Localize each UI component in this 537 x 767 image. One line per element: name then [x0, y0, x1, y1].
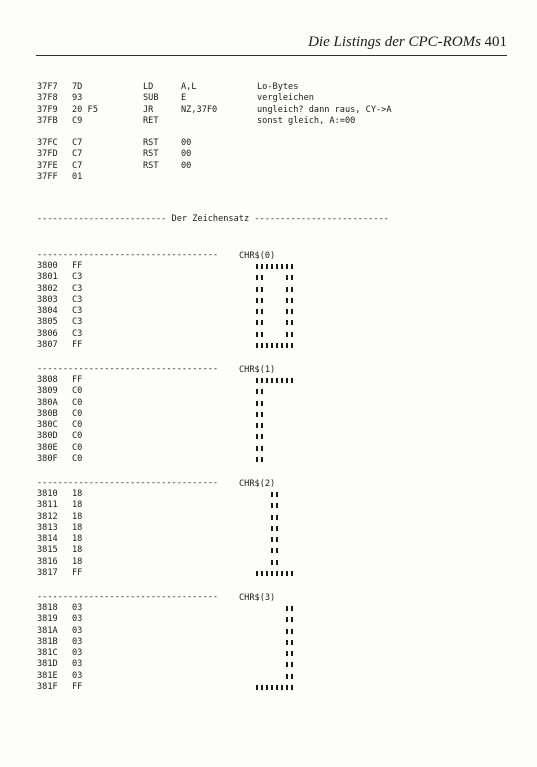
glyph-row	[256, 649, 304, 657]
address: 3818	[37, 603, 58, 613]
block-separator: -----------------------------------	[37, 478, 219, 488]
glyph-row	[256, 672, 304, 680]
char-title: CHR$(2)	[239, 479, 276, 489]
glyph-pixel	[271, 571, 273, 576]
glyph-pixel	[286, 320, 288, 325]
byte-value: 03	[72, 625, 83, 636]
glyph-pixel	[261, 571, 263, 576]
address: 3804	[37, 306, 58, 316]
mnemonic: RST	[143, 149, 159, 160]
glyph-pixel	[256, 309, 258, 314]
glyph-row	[256, 615, 304, 623]
opcode-bytes: 7D	[72, 82, 83, 92]
glyph-pixel	[271, 343, 273, 348]
glyph-row	[256, 513, 304, 521]
glyph-row	[256, 444, 304, 452]
header-rule	[36, 55, 507, 56]
glyph-pixel	[266, 571, 268, 576]
glyph-pixel	[276, 548, 278, 553]
glyph-pixel	[291, 298, 293, 303]
byte-value: 03	[72, 614, 83, 625]
byte-value: C0	[72, 453, 83, 464]
address: 3809	[37, 386, 58, 397]
glyph-pixel	[276, 503, 278, 508]
glyph-pixel	[291, 674, 293, 679]
glyph-row	[256, 387, 304, 395]
mnemonic: RST	[143, 138, 159, 148]
glyph-pixel	[271, 537, 273, 542]
address: 3816	[37, 556, 58, 567]
address: 380F	[37, 453, 58, 464]
glyph-pixel	[291, 685, 293, 690]
glyph-pixel	[286, 617, 288, 622]
address: 380A	[37, 397, 58, 408]
glyph-pixel	[276, 515, 278, 520]
operand: 00	[181, 138, 192, 148]
glyph-row	[256, 410, 304, 418]
opcode-bytes: C7	[72, 138, 83, 148]
glyph-pixel	[271, 515, 273, 520]
byte-value: 18	[72, 511, 83, 522]
mnemonic: LD	[143, 82, 154, 92]
code-row	[0, 105, 537, 116]
address: 3810	[37, 489, 58, 499]
page-header	[0, 0, 537, 60]
byte-value: C0	[72, 431, 83, 442]
glyph-pixel	[261, 320, 263, 325]
glyph-pixel	[271, 378, 273, 383]
address: 381B	[37, 636, 58, 647]
glyph-pixel	[286, 629, 288, 634]
address: 37FD	[37, 149, 58, 160]
glyph-pixel	[281, 685, 283, 690]
glyph-pixel	[286, 571, 288, 576]
address: 381E	[37, 670, 58, 681]
glyph-pixel	[291, 287, 293, 292]
glyph-pixel	[271, 492, 273, 497]
glyph-pixel	[291, 629, 293, 634]
byte-value: C0	[72, 397, 83, 408]
glyph-pixel	[286, 651, 288, 656]
comment: ungleich? dann raus, CY->A	[257, 104, 392, 115]
glyph-pixel	[261, 389, 263, 394]
glyph-pixel	[256, 378, 258, 383]
glyph-row	[256, 262, 304, 270]
glyph-pixel	[256, 571, 258, 576]
code-row	[0, 172, 537, 183]
char-title: CHR$(1)	[239, 365, 276, 375]
address: 3813	[37, 522, 58, 533]
glyph-pixel	[286, 685, 288, 690]
address: 3812	[37, 511, 58, 522]
glyph-pixel	[291, 662, 293, 667]
glyph-row	[256, 660, 304, 668]
address: 380D	[37, 431, 58, 442]
byte-value: 03	[72, 648, 83, 658]
glyph-pixel	[291, 275, 293, 280]
glyph-pixel	[286, 343, 288, 348]
char-title: CHR$(3)	[239, 593, 276, 603]
glyph-row	[256, 376, 304, 384]
glyph-row	[256, 296, 304, 304]
glyph-pixel	[256, 287, 258, 292]
address: 381C	[37, 648, 58, 658]
byte-value: C3	[72, 283, 83, 294]
glyph-row	[256, 432, 304, 440]
byte-value: 03	[72, 603, 83, 613]
glyph-row	[256, 455, 304, 463]
byte-value: C0	[72, 442, 83, 453]
glyph-pixel	[266, 378, 268, 383]
byte-value: 18	[72, 534, 83, 544]
address: 37F9	[37, 104, 58, 115]
glyph-pixel	[281, 264, 283, 269]
address: 3806	[37, 328, 58, 339]
glyph-pixel	[291, 651, 293, 656]
glyph-pixel	[291, 309, 293, 314]
glyph-pixel	[281, 571, 283, 576]
glyph-pixel	[256, 389, 258, 394]
address: 3800	[37, 261, 58, 271]
glyph-pixel	[276, 264, 278, 269]
code-row	[0, 82, 537, 93]
byte-value: C0	[72, 408, 83, 419]
address: 3814	[37, 534, 58, 544]
glyph-pixel	[261, 287, 263, 292]
byte-value: 03	[72, 636, 83, 647]
glyph-row	[256, 341, 304, 349]
glyph-pixel	[286, 298, 288, 303]
address: 37FE	[37, 160, 58, 171]
byte-value: 18	[72, 489, 83, 499]
glyph-pixel	[291, 378, 293, 383]
mnemonic: SUB	[143, 93, 159, 104]
glyph-row	[256, 318, 304, 326]
glyph-pixel	[286, 287, 288, 292]
glyph-pixel	[276, 492, 278, 497]
glyph-pixel	[286, 674, 288, 679]
glyph-row	[256, 307, 304, 315]
section-divider: ------------------------- Der Zeichensatz --------------------------	[37, 214, 389, 224]
glyph-row	[256, 683, 304, 691]
comment: vergleichen	[257, 93, 314, 104]
opcode-bytes: C7	[72, 149, 83, 160]
glyph-pixel	[261, 343, 263, 348]
glyph-pixel	[271, 685, 273, 690]
glyph-pixel	[281, 378, 283, 383]
glyph-row	[256, 490, 304, 498]
glyph-pixel	[256, 298, 258, 303]
byte-value: C3	[72, 272, 83, 283]
glyph-pixel	[261, 685, 263, 690]
byte-value: C0	[72, 386, 83, 397]
address: 3817	[37, 567, 58, 578]
glyph-pixel	[261, 423, 263, 428]
code-row	[0, 93, 537, 104]
glyph-pixel	[291, 617, 293, 622]
glyph-row	[256, 399, 304, 407]
glyph-pixel	[261, 412, 263, 417]
byte-value: FF	[72, 261, 83, 271]
byte-value: C3	[72, 317, 83, 328]
char-title: CHR$(0)	[239, 251, 276, 261]
glyph-pixel	[261, 275, 263, 280]
opcode-bytes: 01	[72, 171, 83, 182]
byte-value: C3	[72, 294, 83, 305]
operand: A,L	[181, 82, 197, 92]
glyph-pixel	[276, 560, 278, 565]
opcode-bytes: C9	[72, 115, 83, 126]
address: 381F	[37, 681, 58, 692]
block-separator: -----------------------------------	[37, 592, 219, 602]
address: 380E	[37, 442, 58, 453]
glyph-row	[256, 546, 304, 554]
glyph-pixel	[256, 332, 258, 337]
glyph-pixel	[256, 412, 258, 417]
byte-value: 18	[72, 545, 83, 556]
byte-value: 03	[72, 659, 83, 670]
address: 3807	[37, 339, 58, 350]
glyph-pixel	[286, 332, 288, 337]
address: 37FB	[37, 115, 58, 126]
mnemonic: JR	[143, 104, 154, 115]
byte-value: C0	[72, 420, 83, 430]
address: 3805	[37, 317, 58, 328]
block-separator: -----------------------------------	[37, 250, 219, 260]
address: 380C	[37, 420, 58, 430]
glyph-row	[256, 604, 304, 612]
glyph-pixel	[286, 264, 288, 269]
glyph-pixel	[286, 606, 288, 611]
glyph-pixel	[276, 685, 278, 690]
glyph-pixel	[276, 343, 278, 348]
glyph-pixel	[256, 343, 258, 348]
address: 37F7	[37, 82, 58, 92]
glyph-pixel	[261, 434, 263, 439]
address: 37FC	[37, 138, 58, 148]
address: 3802	[37, 283, 58, 294]
glyph-pixel	[256, 423, 258, 428]
operand: 00	[181, 149, 192, 160]
glyph-pixel	[256, 434, 258, 439]
address: 381D	[37, 659, 58, 670]
operand: NZ,37F0	[181, 104, 218, 115]
code-row	[0, 116, 537, 127]
glyph-pixel	[281, 343, 283, 348]
glyph-pixel	[256, 685, 258, 690]
glyph-pixel	[256, 446, 258, 451]
glyph-pixel	[291, 332, 293, 337]
glyph-pixel	[256, 275, 258, 280]
address: 3808	[37, 375, 58, 385]
glyph-pixel	[256, 401, 258, 406]
address: 381A	[37, 625, 58, 636]
byte-value: C3	[72, 306, 83, 316]
glyph-row	[256, 285, 304, 293]
glyph-pixel	[256, 320, 258, 325]
mnemonic: RET	[143, 115, 159, 126]
glyph-pixel	[261, 298, 263, 303]
operand: E	[181, 93, 187, 104]
glyph-pixel	[261, 446, 263, 451]
glyph-pixel	[261, 457, 263, 462]
glyph-row	[256, 535, 304, 543]
glyph-pixel	[271, 526, 273, 531]
glyph-pixel	[286, 640, 288, 645]
glyph-pixel	[291, 264, 293, 269]
glyph-pixel	[286, 309, 288, 314]
glyph-pixel	[271, 264, 273, 269]
address: 3811	[37, 500, 58, 511]
glyph-pixel	[256, 264, 258, 269]
code-row	[0, 161, 537, 172]
glyph-pixel	[291, 320, 293, 325]
glyph-pixel	[291, 640, 293, 645]
comment: sonst gleich, A:=00	[257, 115, 356, 126]
glyph-pixel	[291, 343, 293, 348]
glyph-pixel	[276, 537, 278, 542]
byte-value: FF	[72, 375, 83, 385]
opcode-bytes: C7	[72, 160, 83, 171]
byte-value: FF	[72, 567, 83, 578]
address: 3815	[37, 545, 58, 556]
glyph-row	[256, 627, 304, 635]
glyph-row	[256, 569, 304, 577]
glyph-row	[256, 330, 304, 338]
opcode-bytes: 20 F5	[72, 104, 98, 115]
glyph-pixel	[286, 275, 288, 280]
glyph-pixel	[256, 457, 258, 462]
operand: 00	[181, 160, 192, 171]
mnemonic: RST	[143, 160, 159, 171]
glyph-pixel	[266, 264, 268, 269]
byte-value: 18	[72, 556, 83, 567]
glyph-pixel	[276, 378, 278, 383]
glyph-pixel	[271, 503, 273, 508]
address: 37F8	[37, 93, 58, 104]
byte-value: 18	[72, 500, 83, 511]
comment: Lo-Bytes	[257, 82, 299, 92]
glyph-row	[256, 421, 304, 429]
page-number: 401	[484, 34, 507, 50]
glyph-pixel	[291, 606, 293, 611]
address: 380B	[37, 408, 58, 419]
glyph-pixel	[276, 526, 278, 531]
glyph-row	[256, 558, 304, 566]
glyph-pixel	[276, 571, 278, 576]
glyph-pixel	[286, 378, 288, 383]
glyph-pixel	[266, 343, 268, 348]
code-row	[0, 138, 537, 149]
code-row	[0, 149, 537, 160]
byte-value: C3	[72, 328, 83, 339]
glyph-pixel	[266, 685, 268, 690]
glyph-pixel	[261, 332, 263, 337]
glyph-row	[256, 501, 304, 509]
opcode-bytes: 93	[72, 93, 83, 104]
byte-value: 18	[72, 522, 83, 533]
glyph-pixel	[271, 560, 273, 565]
glyph-pixel	[291, 571, 293, 576]
block-separator: -----------------------------------	[37, 364, 219, 374]
glyph-row	[256, 638, 304, 646]
glyph-pixel	[261, 309, 263, 314]
glyph-row	[256, 524, 304, 532]
glyph-pixel	[271, 548, 273, 553]
glyph-pixel	[261, 378, 263, 383]
address: 37FF	[37, 171, 58, 182]
address: 3801	[37, 272, 58, 283]
byte-value: 03	[72, 670, 83, 681]
glyph-row	[256, 273, 304, 281]
byte-value: FF	[72, 681, 83, 692]
glyph-pixel	[286, 662, 288, 667]
byte-value: FF	[72, 339, 83, 350]
glyph-pixel	[261, 264, 263, 269]
address: 3819	[37, 614, 58, 625]
glyph-pixel	[261, 401, 263, 406]
chapter-title: Die Listings der CPC-ROMs	[308, 34, 481, 50]
address: 3803	[37, 294, 58, 305]
